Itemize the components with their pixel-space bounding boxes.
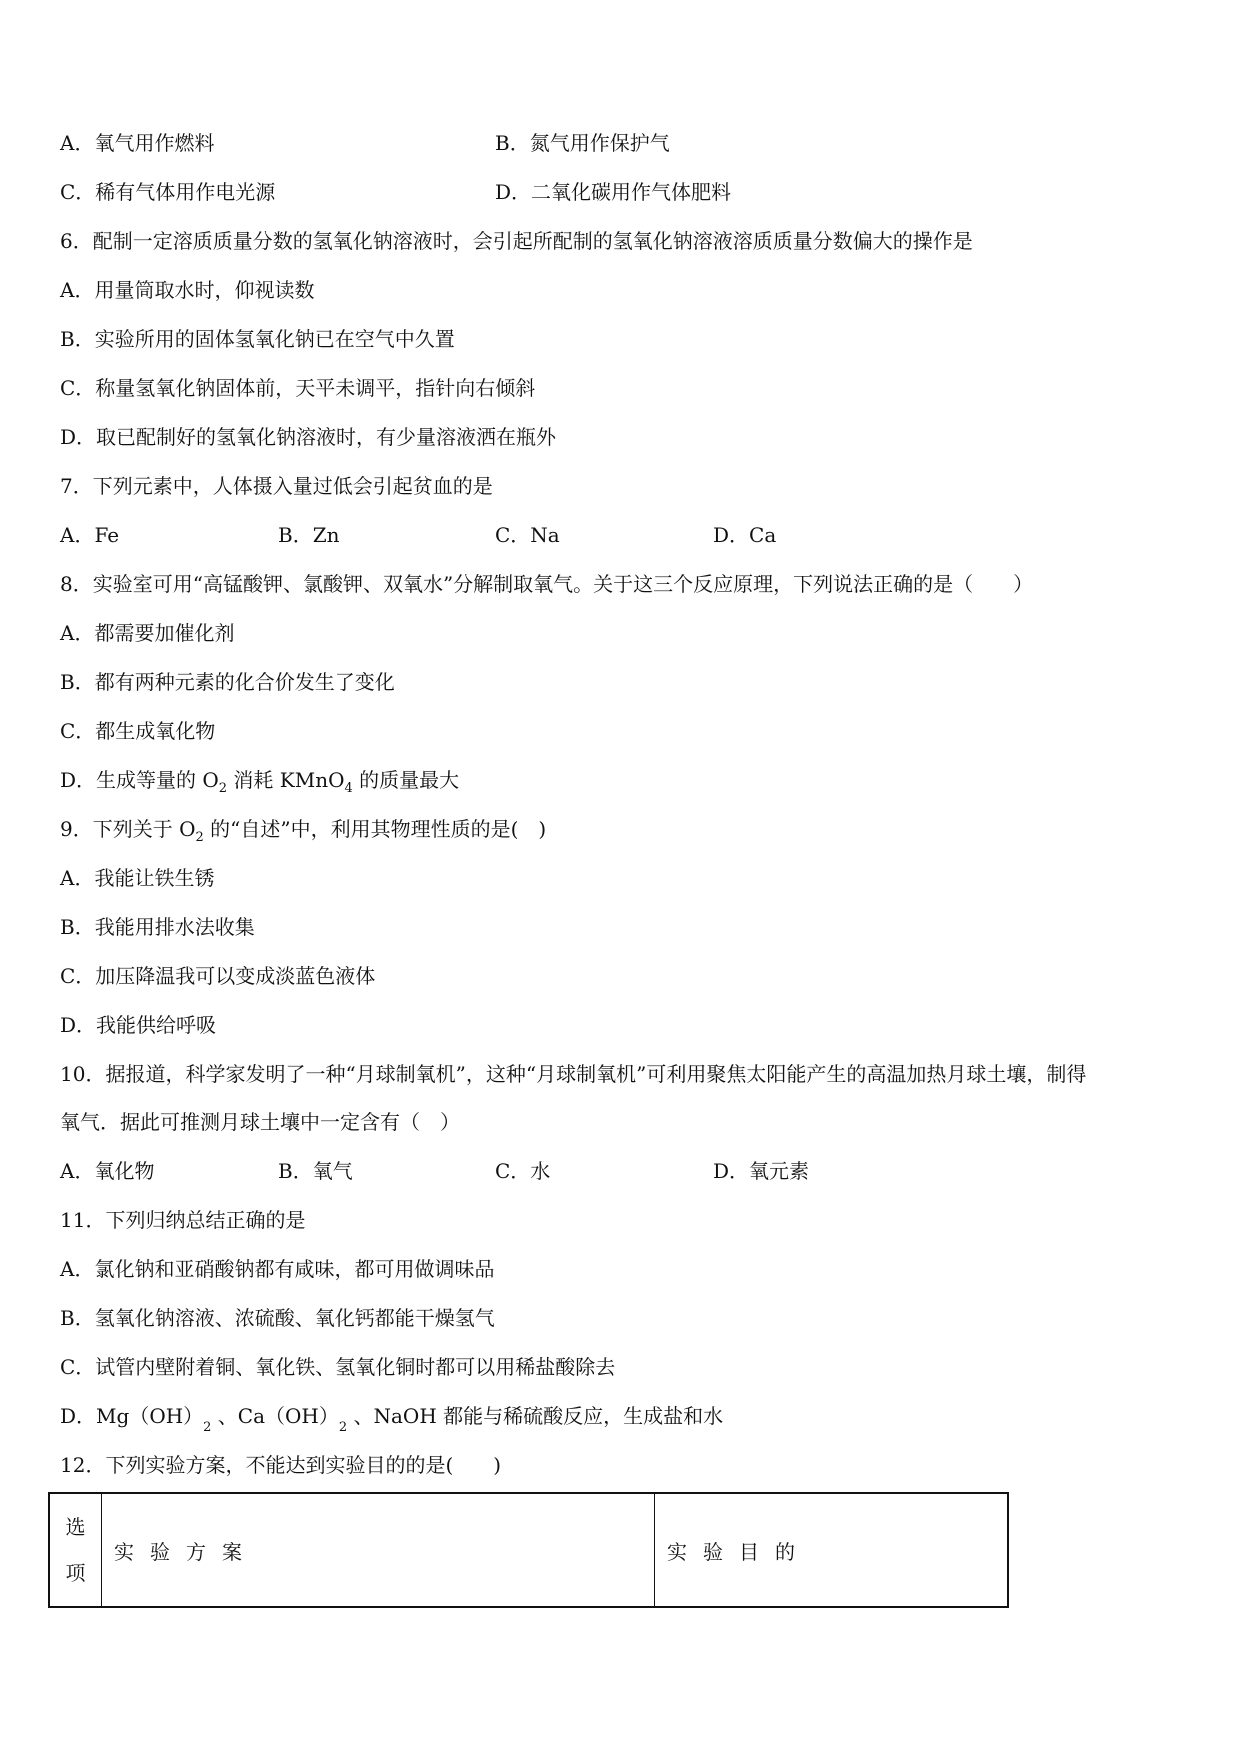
q9-stem-text-2: 的“自述”中，利用其物理性质的是( ) xyxy=(203,817,547,841)
q11-d-text-1: D．Mg（OH） xyxy=(60,1404,204,1428)
q11-stem: 11．下列归纳总结正确的是 xyxy=(60,1208,306,1232)
q11-d-subscript-1: 2 xyxy=(203,1420,212,1435)
q8-option-b: B．都有两种元素的化合价发生了变化 xyxy=(60,670,395,694)
q9-stem xyxy=(60,815,546,843)
q9-option-c: C．加压降温我可以变成淡蓝色液体 xyxy=(60,964,376,988)
q10-option-d: D．氧元素 xyxy=(713,1159,810,1183)
q10-option-c: C．水 xyxy=(495,1159,551,1183)
q11-d-text-2: 、Ca（OH） xyxy=(211,1404,339,1428)
q10-stem-line2: 氧气．据此可推测月球土壤中一定含有（ ） xyxy=(60,1110,460,1134)
q8-d-text-2: 消耗 KMnO xyxy=(227,768,345,792)
q10-option-b: B．氧气 xyxy=(278,1159,353,1183)
q11-option-b: B．氢氧化钠溶液、浓硫酸、氧化钙都能干燥氢气 xyxy=(60,1306,495,1330)
q8-d-subscript-2: 4 xyxy=(344,781,353,796)
q7-stem: 7．下列元素中，人体摄入量过低会引起贫血的是 xyxy=(60,474,493,498)
q9-stem-subscript: 2 xyxy=(195,830,204,845)
q7-option-b: B．Zn xyxy=(278,523,340,547)
table-header-option-line1: 选 xyxy=(65,1515,86,1539)
q5-option-a: A．氧气用作燃料 xyxy=(60,131,215,155)
table-header-plan: 实验方案 xyxy=(102,1493,655,1607)
q9-stem-text-1: 9．下列关于 O xyxy=(60,817,196,841)
q8-option-d xyxy=(60,766,459,794)
table-header-purpose: 实验目的 xyxy=(655,1493,1009,1607)
q9-option-a: A．我能让铁生锈 xyxy=(60,866,215,890)
q9-option-b: B．我能用排水法收集 xyxy=(60,915,255,939)
q5-option-c: C．稀有气体用作电光源 xyxy=(60,180,276,204)
table-header-row xyxy=(49,1493,1008,1607)
q11-option-d xyxy=(60,1402,724,1435)
q6-stem: 6．配制一定溶质质量分数的氢氧化钠溶液时，会引起所配制的氢氧化钠溶液溶质质量分数偏大的操作是 xyxy=(60,229,973,253)
q8-option-a: A．都需要加催化剂 xyxy=(60,621,235,645)
q11-d-text-3: 、NaOH 都能与稀硫酸反应，生成盐和水 xyxy=(347,1404,724,1428)
q9-option-d: D．我能供给呼吸 xyxy=(60,1013,217,1037)
q11-d-subscript-2: 2 xyxy=(338,1420,348,1435)
q5-option-d: D．二氧化碳用作气体肥料 xyxy=(495,180,732,204)
q7-option-c: C．Na xyxy=(495,523,560,547)
q8-d-text-1: D．生成等量的 O xyxy=(60,768,219,792)
q6-option-c: C．称量氢氧化钠固体前，天平未调平，指针向右倾斜 xyxy=(60,376,536,400)
q11-option-a: A．氯化钠和亚硝酸钠都有咸味，都可用做调味品 xyxy=(60,1257,495,1281)
q8-option-c: C．都生成氧化物 xyxy=(60,719,216,743)
table-header-option xyxy=(49,1493,102,1607)
q8-stem: 8．实验室可用“高锰酸钾、氯酸钾、双氧水”分解制取氧气。关于这三个反应原理，下列说法正确的是（ ） xyxy=(60,572,1034,596)
q12-options-table xyxy=(48,1492,1009,1608)
q10-option-a: A．氧化物 xyxy=(60,1159,155,1183)
q6-option-d: D．取已配制好的氢氧化钠溶液时，有少量溶液洒在瓶外 xyxy=(60,425,557,449)
q6-option-a: A．用量筒取水时，仰视读数 xyxy=(60,278,315,302)
q6-option-b: B．实验所用的固体氢氧化钠已在空气中久置 xyxy=(60,327,455,351)
q8-d-subscript-1: 2 xyxy=(218,781,228,796)
q5-option-b: B．氮气用作保护气 xyxy=(495,131,670,155)
q7-option-a: A．Fe xyxy=(60,523,120,547)
q7-option-d: D．Ca xyxy=(713,523,777,547)
q10-stem-line1: 10．据报道，科学家发明了一种“月球制氧机”，这种“月球制氧机”可利用聚焦太阳能产生的高温加热月球土壤，制得 xyxy=(60,1062,1087,1086)
q8-d-text-3: 的质量最大 xyxy=(352,768,460,792)
table-header-option-line2: 项 xyxy=(65,1561,86,1585)
q12-stem: 12．下列实验方案，不能达到实验目的的是( ) xyxy=(60,1453,502,1477)
q11-option-c: C．试管内壁附着铜、氧化铁、氢氧化铜时都可以用稀盐酸除去 xyxy=(60,1355,616,1379)
